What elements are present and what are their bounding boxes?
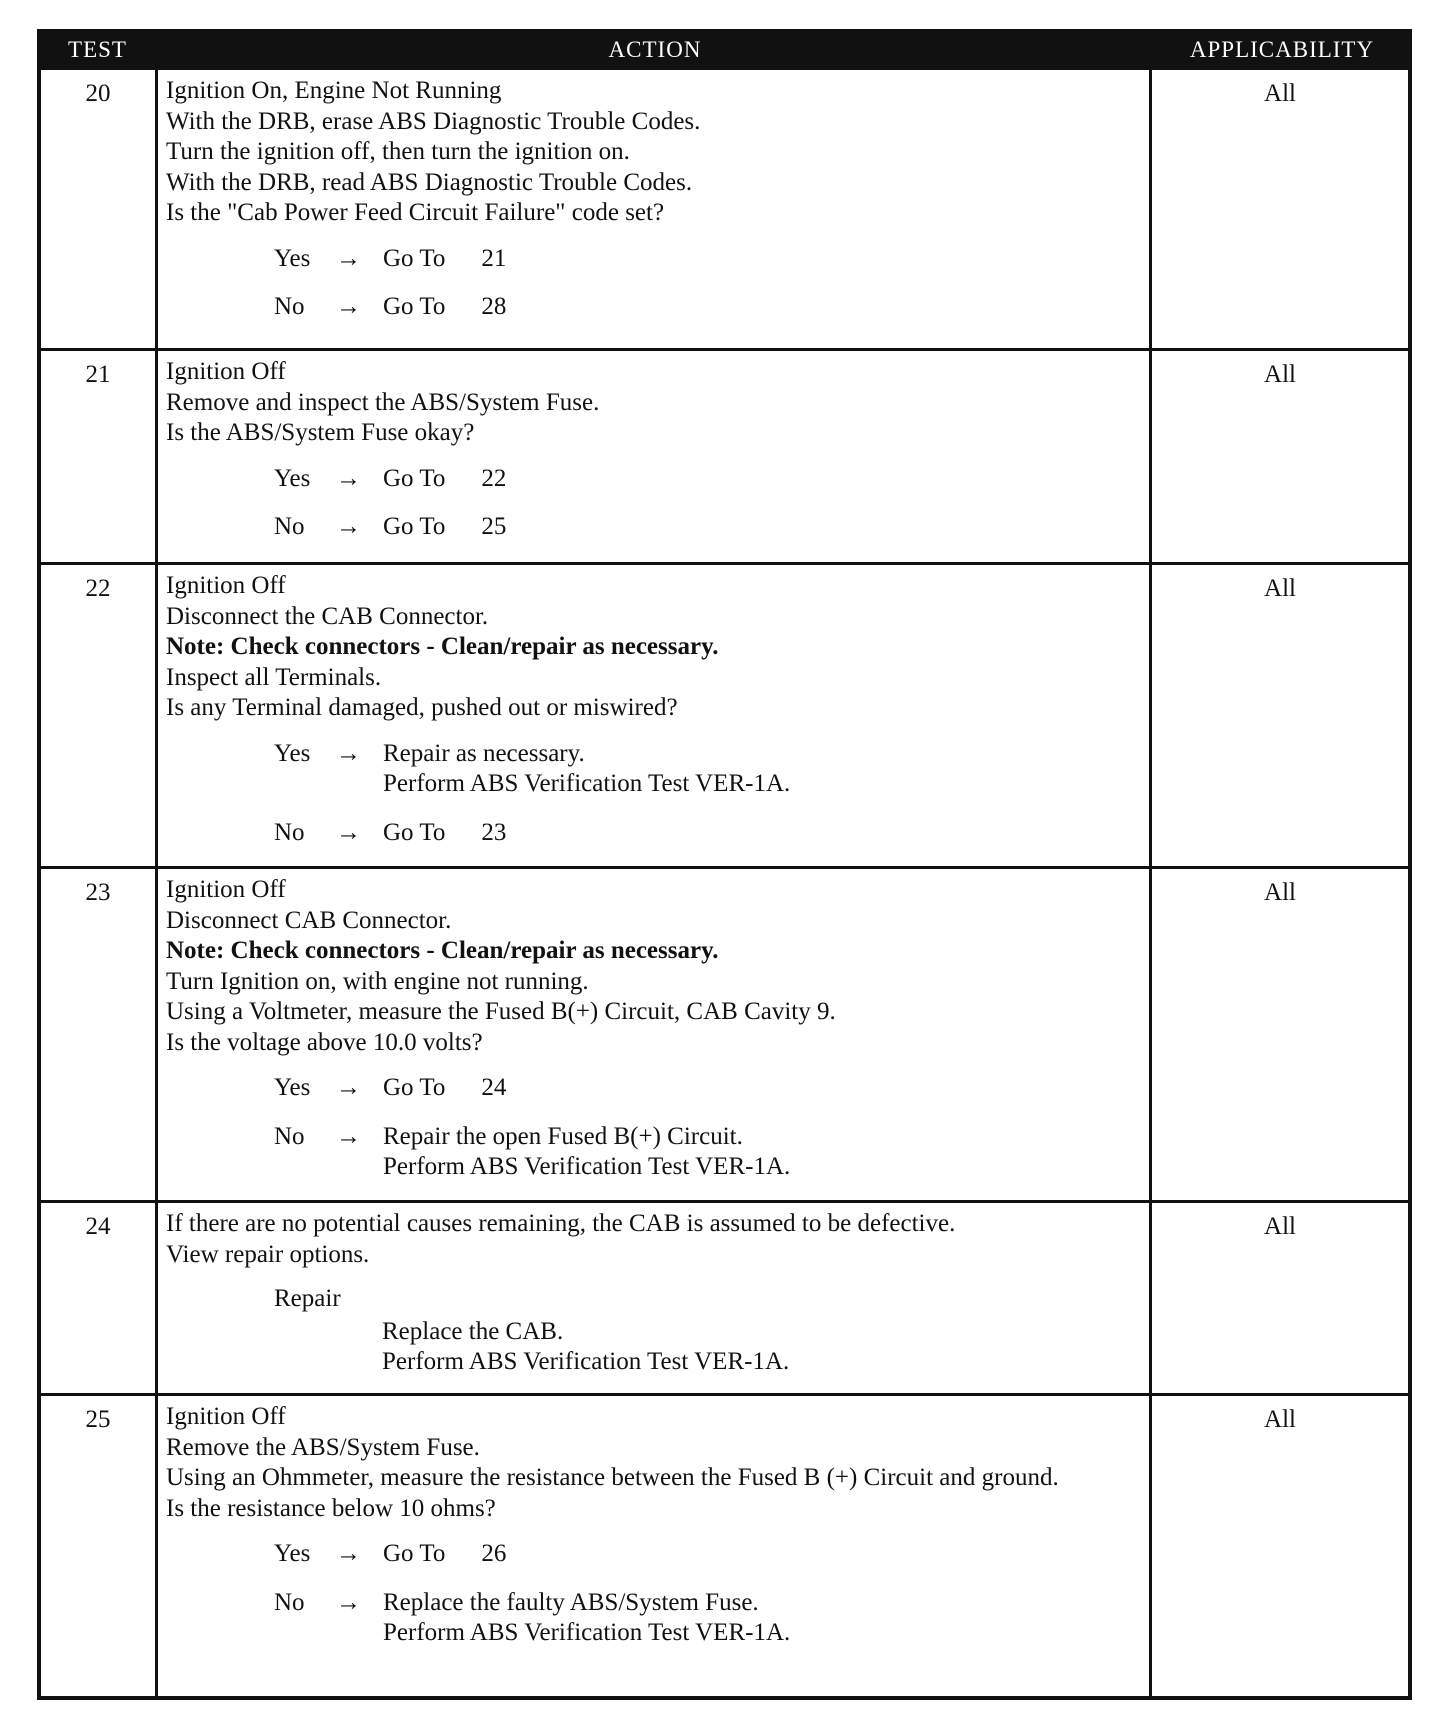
no-label: No [274,513,305,540]
repair-step: Replace the CAB. [382,1317,564,1345]
goto-label: Go To [383,513,446,540]
answer-options [166,244,1141,323]
result-text: Replace the faulty ABS/System Fuse. [383,1588,759,1616]
yes-option [166,1073,1141,1104]
action-line: Ignition Off [166,358,286,385]
action-line: Ignition Off [166,876,286,903]
goto-number: 22 [481,464,507,492]
note-text: Note: Check connectors - Clean/repair as necessary. [166,633,719,660]
applicability-cell: All [1264,80,1296,107]
yes-option [166,1539,1141,1570]
test-number: 24 [41,1203,158,1393]
action-line: Is the resistance below 10 ohms? [166,1494,496,1522]
result-text: Perform ABS Verification Test VER-1A. [383,1153,791,1180]
goto-label: Go To [383,244,446,272]
goto-label: Go To [383,1540,446,1567]
result-text: Repair the open Fused B(+) Circuit. [383,1122,743,1150]
table-row [41,348,1408,562]
no-option [166,292,1141,323]
result-text: Perform ABS Verification Test VER-1A. [383,770,791,797]
goto-number: 24 [481,1074,507,1101]
goto-label: Go To [383,818,446,846]
action-line: Is any Terminal damaged, pushed out or miswired? [166,694,678,721]
answer-options [166,1539,1141,1649]
action-line: View repair options. [166,1240,370,1268]
action-line: Is the "Cab Power Feed Circuit Failure" code set? [166,199,665,226]
goto-label: Go To [383,293,446,320]
no-option [166,1122,1141,1183]
test-number: 21 [41,351,158,562]
no-label: No [274,293,305,320]
action-line: Is the voltage above 10.0 volts? [166,1028,483,1056]
action-line: Turn the ignition off, then turn the ignition on. [166,138,630,165]
repair-options [166,1284,1141,1378]
no-option [166,1588,1141,1649]
repair-step: Perform ABS Verification Test VER-1A. [382,1348,790,1375]
repair-label: Repair [274,1285,341,1312]
answer-options [166,464,1141,543]
arrow-icon: → [336,244,361,272]
test-number: 23 [41,869,158,1200]
result-text: Perform ABS Verification Test VER-1A. [383,1619,791,1646]
yes-label: Yes [274,1074,311,1101]
table-row [41,70,1408,348]
action-line: Remove the ABS/System Fuse. [166,1433,480,1461]
goto-label: Go To [383,464,446,492]
arrow-icon: → [336,739,361,767]
arrow-icon: → [336,1540,361,1567]
applicability-cell: All [1264,1213,1296,1240]
table-row [41,562,1408,866]
answer-options [166,1073,1141,1183]
no-label: No [274,1588,305,1616]
goto-number: 21 [481,244,507,272]
action-cell [158,1396,1152,1696]
table-header [37,29,1412,70]
action-line: If there are no potential causes remaining, the CAB is assumed to be defective. [166,1210,956,1237]
goto-number: 28 [481,293,507,320]
arrow-icon: → [336,513,361,540]
action-line: Ignition On, Engine Not Running [166,77,502,104]
action-cell [158,1203,1152,1393]
arrow-icon: → [336,1588,361,1616]
no-option [166,512,1141,543]
table-body [37,70,1412,1700]
action-line: Ignition Off [166,572,286,599]
action-line: Inspect all Terminals. [166,663,382,691]
header-action: ACTION [608,36,702,62]
action-line: Using an Ohmmeter, measure the resistance between the Fused B (+) Circuit and ground. [166,1464,1059,1491]
action-line: With the DRB, read ABS Diagnostic Trouble Codes. [166,168,693,196]
table-row [41,1200,1408,1393]
test-number: 25 [41,1396,158,1696]
goto-number: 23 [481,818,507,846]
result-text: Repair as necessary. [383,739,585,767]
yes-option [166,464,1141,495]
arrow-icon: → [336,1122,361,1150]
arrow-icon: → [336,464,361,492]
header-applicability: APPLICABILITY [1189,36,1375,62]
applicability-cell: All [1264,879,1296,906]
goto-number: 26 [481,1540,507,1567]
yes-option [166,739,1141,800]
table-row [41,866,1408,1200]
action-line: Is the ABS/System Fuse okay? [166,419,475,446]
action-line: Ignition Off [166,1403,286,1430]
arrow-icon: → [336,818,361,846]
diagnostic-test-table [37,29,1412,1700]
action-line: Turn Ignition on, with engine not running. [166,967,589,995]
test-number: 20 [41,70,158,348]
no-option [166,818,1141,849]
yes-label: Yes [274,1540,311,1567]
applicability-cell: All [1264,575,1296,602]
arrow-icon: → [336,293,361,320]
action-line: Disconnect the CAB Connector. [166,602,489,630]
yes-label: Yes [274,244,311,272]
action-line: With the DRB, erase ABS Diagnostic Trouble Codes. [166,107,701,135]
arrow-icon: → [336,1074,361,1101]
goto-label: Go To [383,1074,446,1101]
action-cell [158,351,1152,562]
action-cell [158,70,1152,348]
test-number: 22 [41,565,158,866]
yes-label: Yes [274,464,311,492]
action-cell [158,869,1152,1200]
answer-options [166,739,1141,849]
yes-option [166,244,1141,275]
applicability-cell: All [1264,1406,1296,1433]
note-text: Note: Check connectors - Clean/repair as necessary. [166,937,719,964]
action-cell [158,565,1152,866]
table-row [41,1393,1408,1696]
action-line: Remove and inspect the ABS/System Fuse. [166,388,600,416]
applicability-cell: All [1264,361,1296,388]
action-line: Disconnect CAB Connector. [166,906,452,934]
no-label: No [274,818,305,846]
yes-label: Yes [274,739,311,767]
header-test: TEST [68,36,127,62]
goto-number: 25 [481,513,507,540]
action-line: Using a Voltmeter, measure the Fused B(+) Circuit, CAB Cavity 9. [166,998,836,1025]
no-label: No [274,1122,305,1150]
